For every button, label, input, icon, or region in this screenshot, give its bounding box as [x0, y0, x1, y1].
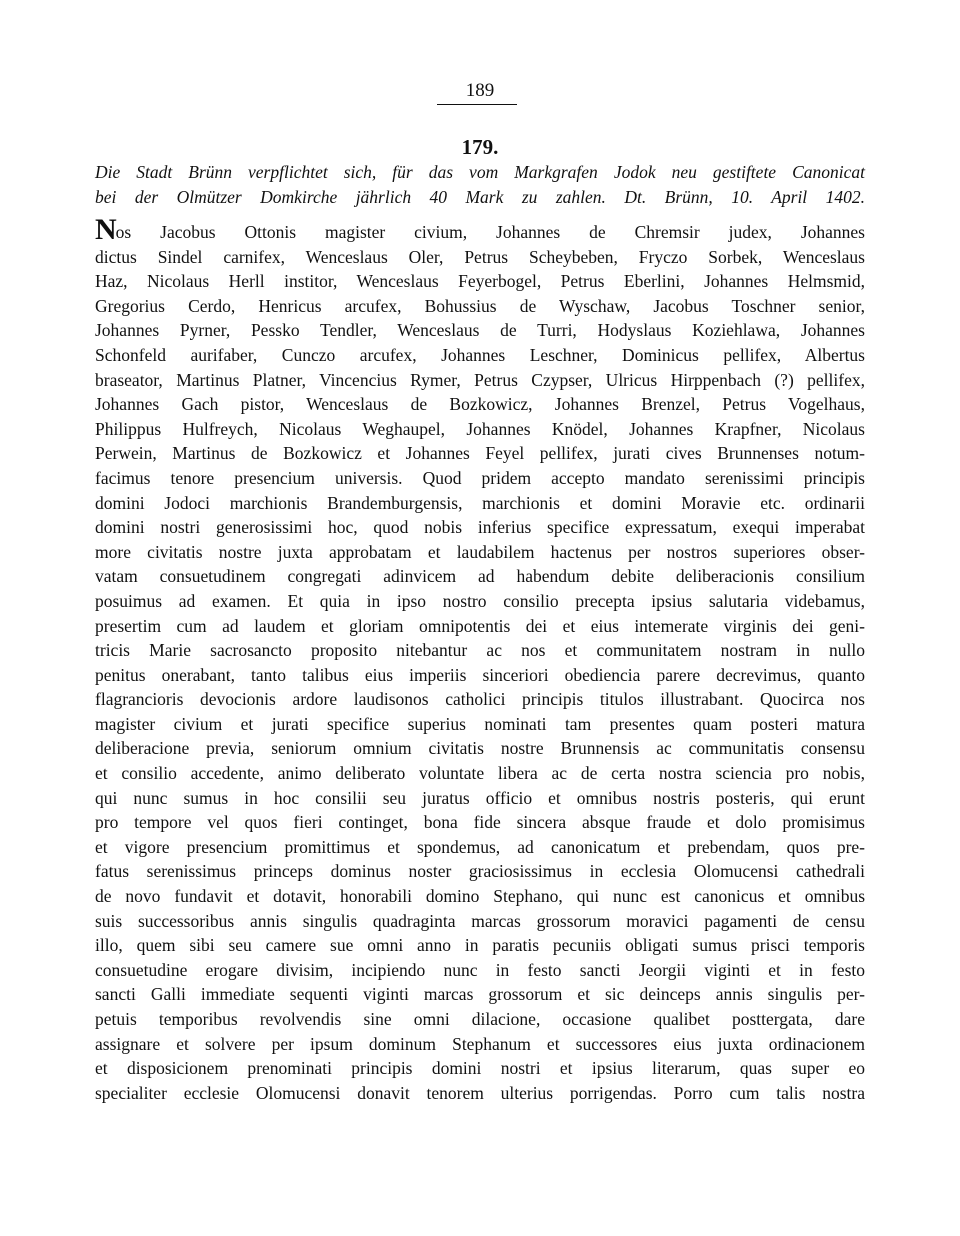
charter-line: fatus serenissimus princeps dominus noster graciosissimus in ecclesia Olomucensi cathedrali — [95, 861, 865, 882]
charter-line: braseator, Martinus Platner, Vincencius Rymer, Petrus Czypser, Ulricus Hirppenbach (?) pellifex, — [95, 369, 865, 390]
charter-line: consuetudine erogare divisim, incipiendo nunc in festo sancti Jeorgii viginti et in festo — [95, 959, 865, 980]
charter-line: et consilio accedente, animo deliberato voluntate libera ac de certa nostra sciencia pro nobis, — [95, 763, 865, 784]
document-number: 179. — [461, 135, 499, 159]
charter-line: domini nostri generosissimi hoc, quod nobis inferius specifice expressatum, exequi imperabat — [95, 517, 865, 538]
charter-line: qui nunc sumus in hoc consilii seu juratus officio et omnibus nostris posteris, qui erunt — [95, 787, 865, 808]
charter-line: presertim cum ad laudem et gloriam omnipotentis dei et eius intemerate virginis dei geni- — [95, 615, 865, 636]
charter-line: Johannes Gach pistor, Wenceslaus de Bozkowicz, Johannes Brenzel, Petrus Vogelhaus, — [95, 394, 865, 415]
charter-text — [95, 213, 865, 1105]
charter-line: Perwein, Martinus de Bozkowicz et Johannes Feyel pellifex, jurati cives Brunnenses notum- — [95, 443, 865, 464]
charter-line: de novo fundavit et dotavit, honorabili domino Stephano, qui nunc est canonicus et omnibus — [95, 886, 865, 907]
charter-line: tricis Marie sacrosancto proposito nitebantur ac nos et communitatem nostram in nullo — [95, 640, 865, 661]
charter-line: os Jacobus Ottonis magister civium, Johannes de Chremsir judex, Johannes — [115, 222, 865, 242]
initial-letter: N — [95, 213, 116, 246]
charter-line: more civitatis nostre juxta approbatam et laudabilem hactenus per nostros superiores obser- — [95, 541, 865, 562]
charter-line: dictus Sindel carnifex, Wenceslaus Oler, Petrus Scheybeben, Fryczo Sorbek, Wenceslaus — [95, 246, 865, 267]
charter-line: deliberacione previa, seniorum omnium civitatis nostre Brunnensis ac communitatis consensu — [95, 738, 865, 759]
charter-line: sancti Galli immediate sequenti viginti marcas grossorum et sic deinceps annis singulis per- — [95, 984, 865, 1005]
document-summary — [95, 160, 865, 209]
charter-line: Schonfeld aurifaber, Cunczo arcufex, Johannes Leschner, Dominicus pellifex, Albertus — [95, 344, 865, 365]
charter-line: suis successoribus annis singulis quadraginta marcas grossorum moravici pagamenti de censu — [95, 910, 865, 931]
summary-line: bei der Olmützer Domkirche jährlich 40 Mark zu zahlen. Dt. Brünn, 10. April 1402. — [95, 186, 865, 207]
charter-line: Johannes Pyrner, Pessko Tendler, Wenceslaus de Turri, Hodyslaus Koziehlawa, Johannes — [95, 320, 865, 341]
charter-line: facimus tenore presencium universis. Quod pridem accepto mandato serenissimi principis — [95, 467, 865, 488]
charter-line: vatam consuetudinem congregati adinvicem ad habendum debite deliberacionis consilium — [95, 566, 865, 587]
charter-line: Philippus Hulfreych, Nicolaus Weghaupel, Johannes Knödel, Johannes Krapfner, Nicolaus — [95, 418, 865, 439]
charter-line: penitus onerabant, tanto talibus eius imperiis sinceriori obediencia parere decrevimus, quanto — [95, 664, 865, 685]
charter-line: Gregorius Cerdo, Henricus arcufex, Bohussius de Wyschaw, Jacobus Toschner senior, — [95, 295, 865, 316]
charter-line: magister civium et jurati specifice superius nominati tam presentes quam posteri matura — [95, 713, 865, 734]
charter-line: illo, quem sibi seu camere sue omni anno in paratis pecuniis obligati sumus prisci temporis — [95, 935, 865, 956]
charter-line: Haz, Nicolaus Herll institor, Wenceslaus Feyerbogel, Petrus Eberlini, Johannes Helmsmid, — [95, 271, 865, 292]
page-number: 189 — [465, 80, 495, 101]
charter-line: flagrancioris devocionis ardore laudisonos catholici principis titulos illustrabant. Quocirca nos — [95, 689, 865, 710]
charter-line: petuis temporibus revolvendis sine omni dilacione, occasione qualibet posttergata, dare — [95, 1009, 865, 1029]
charter-line: domini Jodoci marchionis Brandemburgensis, marchionis et domini Moravie etc. ordinarii — [95, 492, 865, 513]
charter-line: assignare et solvere per ipsum dominum Stephanum et successores eius juxta ordinacionem — [95, 1033, 865, 1054]
charter-line: pro tempore vel quos fieri continget, bona fide sincera absque fraude et dolo promisimus — [95, 812, 865, 833]
charter-line: et vigore presencium promittimus et spondemus, ad canonicatum et prebendam, quos pre- — [95, 836, 865, 857]
charter-line: et disposicionem prenominati principis domini nostri et ipsius literarum, quas super eo — [95, 1058, 865, 1079]
charter-line: specialiter ecclesie Olomucensi donavit tenorem ulterius porrigendas. Porro cum talis nostra — [95, 1082, 865, 1103]
page-number-rule — [437, 104, 517, 105]
charter-line: posuimus ad examen. Et quia in ipso nostro consilio precepta ipsius salutaria videbamus, — [95, 590, 865, 611]
charter-line-first — [95, 213, 865, 246]
summary-line: Die Stadt Brünn verpflichtet sich, für das vom Markgrafen Jodok neu gestiftete Canonicat — [95, 162, 865, 182]
